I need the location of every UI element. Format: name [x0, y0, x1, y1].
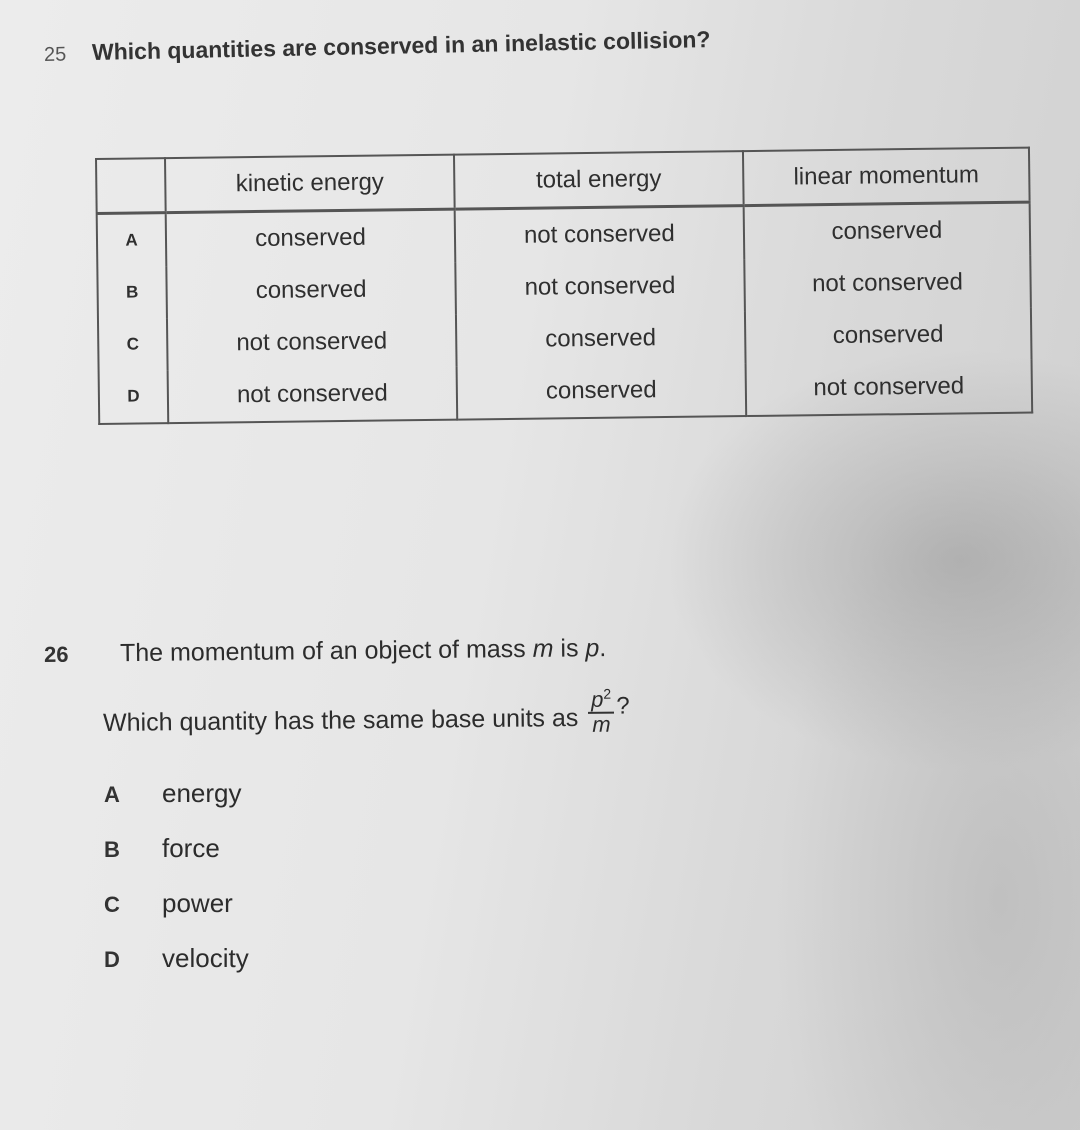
header-cell-total-energy: total energy: [454, 151, 744, 209]
question-26-heading: [44, 634, 607, 669]
momentum-symbol: p: [585, 634, 600, 663]
option-letter: B: [104, 837, 120, 862]
cell-kinetic-energy: conserved: [166, 209, 456, 266]
mass-symbol: m: [532, 634, 554, 663]
statement-suffix: .: [599, 634, 607, 663]
cell-linear-momentum: conserved: [743, 202, 1030, 259]
header-cell-linear-momentum: linear momentum: [743, 148, 1030, 206]
table-row: [99, 360, 1033, 424]
option-letter: D: [104, 947, 120, 972]
cell-total-energy: conserved: [456, 311, 746, 367]
row-letter: A: [97, 213, 167, 267]
option-c: [104, 888, 249, 943]
fraction-denominator: m: [592, 711, 611, 737]
question-25-text: Which quantities are conserved in an inelastic collision?: [91, 26, 711, 65]
statement-middle: is: [553, 634, 586, 663]
question-26-ask: [103, 682, 630, 741]
statement-prefix: The momentum of an object of mass: [119, 634, 533, 668]
cell-linear-momentum: conserved: [745, 308, 1032, 363]
fraction-p-squared-over-m: [588, 683, 615, 736]
option-text: velocity: [162, 943, 249, 973]
cell-total-energy: not conserved: [455, 259, 745, 315]
option-letter: A: [104, 782, 120, 807]
option-b: [104, 833, 249, 888]
cell-linear-momentum: not conserved: [744, 256, 1031, 311]
option-d: [104, 943, 249, 998]
question-26-statement: [120, 634, 607, 668]
option-a: [104, 778, 249, 833]
question-26-options: [104, 778, 249, 998]
row-letter: C: [98, 318, 168, 371]
row-letter: D: [99, 370, 169, 424]
option-text: power: [162, 888, 233, 918]
fraction-numerator: [588, 683, 614, 714]
cell-linear-momentum: not conserved: [745, 360, 1032, 416]
numerator-symbol: p: [591, 686, 604, 712]
question-25-table: [95, 147, 1033, 425]
cell-total-energy: conserved: [457, 363, 747, 420]
option-text: energy: [162, 778, 242, 808]
row-letter: B: [97, 266, 167, 319]
cell-kinetic-energy: not conserved: [167, 315, 457, 371]
option-letter: C: [104, 892, 120, 917]
question-25-number: 25: [43, 43, 67, 66]
question-25-heading: [44, 26, 711, 67]
header-cell-kinetic-energy: kinetic energy: [165, 155, 455, 213]
question-25-table-wrap: [95, 147, 1033, 428]
cell-kinetic-energy: not conserved: [168, 367, 458, 424]
option-text: force: [162, 833, 220, 863]
question-26-number: 26: [43, 641, 69, 667]
cell-total-energy: not conserved: [455, 206, 745, 263]
header-cell-letter: [96, 158, 166, 213]
ask-suffix: ?: [616, 691, 630, 720]
cell-kinetic-energy: conserved: [166, 263, 456, 319]
numerator-exponent: 2: [603, 685, 612, 702]
ask-text: Which quantity has the same base units as: [102, 704, 579, 737]
